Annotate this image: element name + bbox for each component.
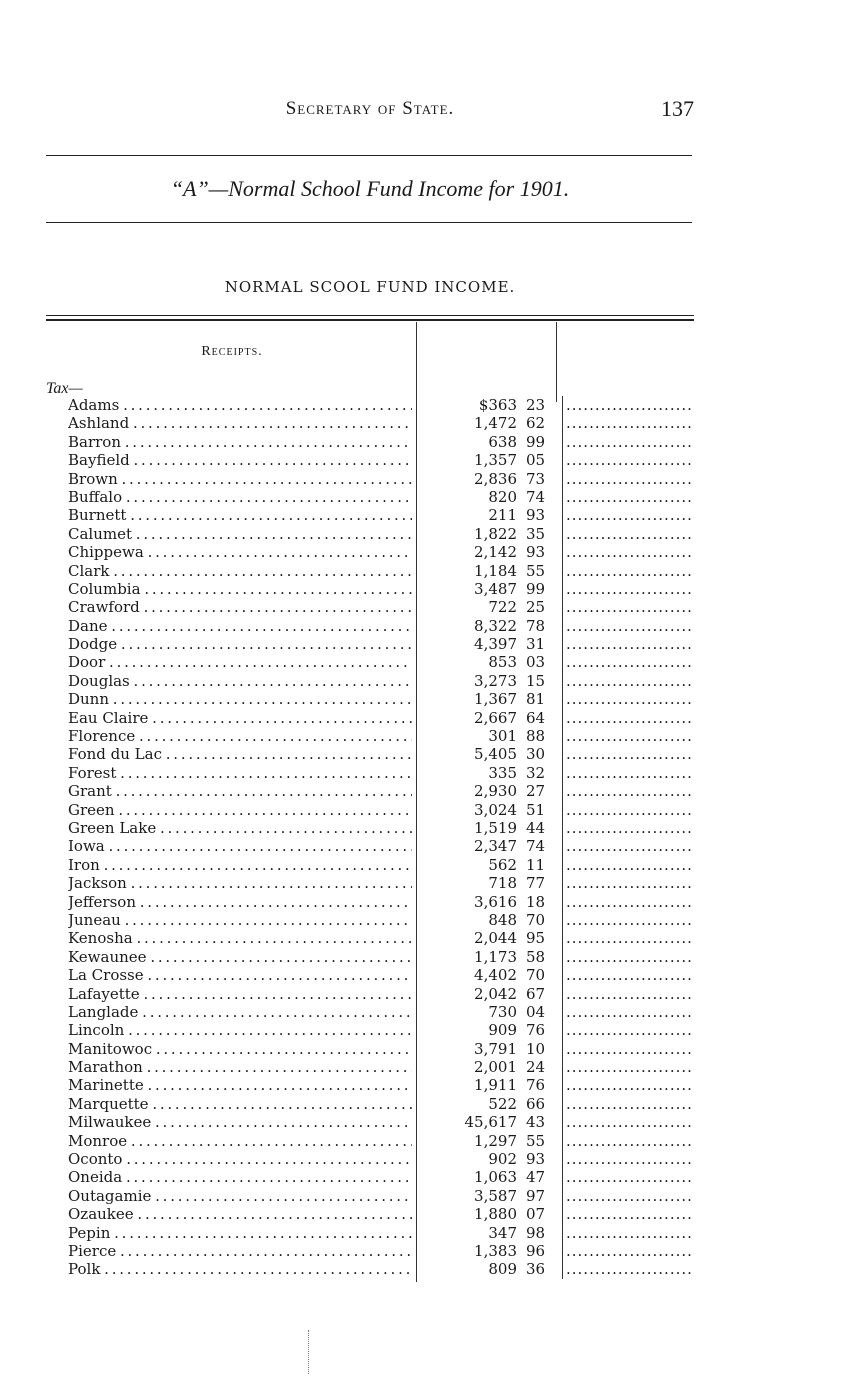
- amount-dollars: 3,024: [474, 800, 517, 819]
- amount-dollars: $363: [478, 396, 517, 414]
- table-row: [0, 543, 844, 561]
- dot-leader: [566, 874, 694, 892]
- divider-bottom: [46, 222, 692, 223]
- table-row: [0, 1260, 844, 1278]
- section-title: “A”—Normal School Fund Income for 1901.: [170, 176, 570, 201]
- table-row: [0, 506, 844, 524]
- amount-cents: 05: [526, 451, 546, 470]
- county-name: Brown . . .: [68, 470, 412, 488]
- dot-leader: [566, 1040, 694, 1058]
- amount-dollars: 1,357: [474, 451, 517, 470]
- dot-leader: [566, 543, 694, 561]
- amount-dollars: 522: [488, 1094, 517, 1113]
- table-row: [0, 1021, 844, 1039]
- amount-cents: 58: [526, 947, 546, 966]
- amount-cents: 11: [526, 855, 546, 874]
- amount-cents: 70: [526, 966, 546, 985]
- county-name: Marquette . . .: [68, 1095, 412, 1113]
- county-name: Kenosha . . .: [68, 929, 412, 947]
- dot-leader: [566, 1168, 694, 1186]
- dot-leader: [566, 414, 694, 432]
- dot-leader: [566, 1113, 694, 1131]
- amount-dollars: 2,001: [474, 1058, 517, 1077]
- dot-leader: [566, 1205, 694, 1223]
- amount-dollars: 2,667: [474, 708, 517, 727]
- table-row: [0, 617, 844, 635]
- amount-dollars: 1,911: [474, 1076, 517, 1095]
- dot-leader: [566, 690, 694, 708]
- amount-cents: 73: [526, 469, 546, 488]
- dot-leader: [566, 929, 694, 947]
- amount-dollars: 1,822: [474, 524, 517, 543]
- amount-dollars: 5,405: [474, 745, 517, 764]
- county-name: Dane . . .: [68, 617, 412, 635]
- dot-leader: [566, 525, 694, 543]
- county-name: Ozaukee . . .: [68, 1205, 412, 1223]
- amount-cents: 74: [526, 837, 546, 856]
- county-name: Oconto . . .: [68, 1150, 412, 1168]
- dot-leader: [566, 764, 694, 782]
- amount-dollars: 2,930: [474, 782, 517, 801]
- amount-dollars: 718: [488, 874, 517, 893]
- county-name: Lincoln . . .: [68, 1021, 412, 1039]
- county-name: Iowa . . .: [68, 837, 412, 855]
- amount-dollars: 638: [488, 432, 517, 451]
- amount-cents: 76: [526, 1021, 546, 1040]
- amount-cents: 93: [526, 543, 546, 562]
- county-name: Iron . . .: [68, 856, 412, 874]
- amount-dollars: 45,617: [464, 1113, 517, 1132]
- dot-leader: [566, 617, 694, 635]
- amount-cents: 78: [526, 616, 546, 635]
- county-name: Fond du Lac . . .: [68, 745, 412, 763]
- table-row: [0, 433, 844, 451]
- table-row: [0, 911, 844, 929]
- dot-leader: [566, 580, 694, 598]
- table-row: [0, 874, 844, 892]
- tax-group-label: Tax—: [46, 380, 83, 397]
- amount-dollars: 1,297: [474, 1131, 517, 1150]
- amount-dollars: 902: [488, 1150, 517, 1169]
- county-name: Green Lake . . .: [68, 819, 412, 837]
- table-title: NORMAL SCOOL FUND INCOME.: [224, 278, 516, 296]
- amount-cents: 10: [526, 1039, 546, 1058]
- county-name: Barron . . .: [68, 433, 412, 451]
- table-row: [0, 1003, 844, 1021]
- table-row: [0, 1095, 844, 1113]
- amount-dollars: 4,402: [474, 966, 517, 985]
- dot-leader: [566, 506, 694, 524]
- table-row: [0, 525, 844, 543]
- table-row: [0, 414, 844, 432]
- amount-cents: 64: [526, 708, 546, 727]
- dot-leader: [566, 1260, 694, 1278]
- table-row: [0, 1150, 844, 1168]
- amount-dollars: 2,836: [474, 469, 517, 488]
- dot-leader: [566, 1003, 694, 1021]
- table-row: [0, 709, 844, 727]
- county-name: Jefferson . . .: [68, 893, 412, 911]
- amount-cents: 93: [526, 506, 546, 525]
- county-name: Eau Claire . . .: [68, 709, 412, 727]
- dot-leader: [566, 470, 694, 488]
- amount-cents: 51: [526, 800, 546, 819]
- county-name: Burnett . . .: [68, 506, 412, 524]
- amount-cents: 24: [526, 1058, 546, 1077]
- amount-dollars: 1,472: [474, 414, 517, 433]
- table-row: [0, 1058, 844, 1076]
- dot-leader: [566, 1150, 694, 1168]
- amount-dollars: 722: [488, 598, 517, 617]
- county-name: Ashland . . .: [68, 414, 412, 432]
- amount-cents: 81: [526, 690, 546, 709]
- table-row: [0, 782, 844, 800]
- table-row: [0, 837, 844, 855]
- county-name: Chippewa . . .: [68, 543, 412, 561]
- table-row: [0, 1113, 844, 1131]
- county-name: Forest . . .: [68, 764, 412, 782]
- amount-dollars: 1,173: [474, 947, 517, 966]
- table-row: [0, 764, 844, 782]
- scan-mark: [308, 1330, 310, 1374]
- amount-cents: 23: [526, 396, 546, 414]
- amount-dollars: 2,044: [474, 929, 517, 948]
- amount-cents: 74: [526, 487, 546, 506]
- amount-cents: 66: [526, 1094, 546, 1113]
- amount-dollars: 1,880: [474, 1205, 517, 1224]
- amount-dollars: 820: [488, 487, 517, 506]
- table-row: [0, 1205, 844, 1223]
- amount-cents: 35: [526, 524, 546, 543]
- amount-cents: 96: [526, 1241, 546, 1260]
- table-row: [0, 1187, 844, 1205]
- amount-dollars: 730: [488, 1002, 517, 1021]
- dot-leader: [566, 709, 694, 727]
- amount-cents: 47: [526, 1168, 546, 1187]
- amount-dollars: 347: [488, 1223, 517, 1242]
- amount-dollars: 1,519: [474, 818, 517, 837]
- county-name: Florence . . .: [68, 727, 412, 745]
- dot-leader: [566, 801, 694, 819]
- table-row: [0, 451, 844, 469]
- dot-leader: [566, 1132, 694, 1150]
- county-name: Polk . . .: [68, 1260, 412, 1278]
- amount-cents: 27: [526, 782, 546, 801]
- amount-dollars: 3,587: [474, 1186, 517, 1205]
- amount-cents: 07: [526, 1205, 546, 1224]
- county-name: Adams . . .: [68, 396, 412, 414]
- dot-leader: [566, 635, 694, 653]
- receipts-column-header: Receipts.: [201, 344, 263, 359]
- amount-cents: 93: [526, 1150, 546, 1169]
- dot-leader: [566, 1187, 694, 1205]
- dot-leader: [566, 745, 694, 763]
- amount-cents: 77: [526, 874, 546, 893]
- column-divider-amounts: [562, 396, 563, 1279]
- amount-dollars: 3,791: [474, 1039, 517, 1058]
- dot-leader: [566, 985, 694, 1003]
- running-head: [46, 96, 694, 126]
- amount-cents: 95: [526, 929, 546, 948]
- amount-dollars: 301: [488, 727, 517, 746]
- amount-dollars: 848: [488, 910, 517, 929]
- amount-cents: 43: [526, 1113, 546, 1132]
- county-name: Lafayette . . .: [68, 985, 412, 1003]
- dot-leader: [566, 451, 694, 469]
- table-row: [0, 672, 844, 690]
- table-row: [0, 635, 844, 653]
- dot-leader: [566, 1224, 694, 1242]
- table-row: [0, 745, 844, 763]
- table-row: [0, 727, 844, 745]
- amount-cents: 04: [526, 1002, 546, 1021]
- table-top-rule: [46, 315, 694, 321]
- dot-leader: [566, 1095, 694, 1113]
- county-name: Marathon . . .: [68, 1058, 412, 1076]
- table-row: [0, 819, 844, 837]
- table-row: [0, 598, 844, 616]
- running-title: Secretary of State.: [285, 98, 455, 119]
- dot-leader: [566, 672, 694, 690]
- county-name: Pierce . . .: [68, 1242, 412, 1260]
- amount-cents: 15: [526, 671, 546, 690]
- amount-dollars: 562: [488, 855, 517, 874]
- county-name: Dodge . . .: [68, 635, 412, 653]
- county-name: Calumet . . .: [68, 525, 412, 543]
- table-row: [0, 1040, 844, 1058]
- county-name: Grant . . .: [68, 782, 412, 800]
- county-name: Bayfield . . .: [68, 451, 412, 469]
- table-row: [0, 966, 844, 984]
- amount-dollars: 4,397: [474, 635, 517, 654]
- table-row: [0, 580, 844, 598]
- county-name: Green . . .: [68, 801, 412, 819]
- county-name: Door . . .: [68, 653, 412, 671]
- receipts-table-body: [0, 396, 844, 1279]
- divider-top: [46, 155, 692, 156]
- dot-leader: [566, 911, 694, 929]
- amount-dollars: 1,383: [474, 1241, 517, 1260]
- county-name: Buffalo . . .: [68, 488, 412, 506]
- amount-dollars: 211: [488, 506, 517, 525]
- dot-leader: [566, 782, 694, 800]
- dot-leader: [566, 1021, 694, 1039]
- amount-cents: 99: [526, 432, 546, 451]
- amount-dollars: 1,184: [474, 561, 517, 580]
- page-number: 137: [661, 96, 694, 121]
- dot-leader: [566, 819, 694, 837]
- amount-cents: 03: [526, 653, 546, 672]
- table-row: [0, 801, 844, 819]
- table-row: [0, 856, 844, 874]
- amount-dollars: 335: [488, 763, 517, 782]
- dot-leader: [566, 1058, 694, 1076]
- column-divider-right: [556, 322, 557, 402]
- county-name: Juneau . . .: [68, 911, 412, 929]
- dot-leader: [566, 966, 694, 984]
- table-row: [0, 929, 844, 947]
- dot-leader: [566, 948, 694, 966]
- table-row: [0, 1076, 844, 1094]
- amount-dollars: 8,322: [474, 616, 517, 635]
- amount-dollars: 3,273: [474, 671, 517, 690]
- county-name: Marinette . . .: [68, 1076, 412, 1094]
- table-row: [0, 470, 844, 488]
- amount-dollars: 2,042: [474, 984, 517, 1003]
- table-row: [0, 948, 844, 966]
- amount-cents: 55: [526, 1131, 546, 1150]
- dot-leader: [566, 727, 694, 745]
- amount-cents: 25: [526, 598, 546, 617]
- amount-dollars: 3,616: [474, 892, 517, 911]
- dot-leader: [566, 856, 694, 874]
- amount-dollars: 3,487: [474, 579, 517, 598]
- dot-leader: [566, 1076, 694, 1094]
- amount-cents: 44: [526, 818, 546, 837]
- county-name: Kewaunee . . .: [68, 948, 412, 966]
- county-name: Langlade . . .: [68, 1003, 412, 1021]
- table-row: [0, 1224, 844, 1242]
- dot-leader: [566, 893, 694, 911]
- dot-leader: [566, 488, 694, 506]
- amount-cents: 97: [526, 1186, 546, 1205]
- county-name: Jackson . . .: [68, 874, 412, 892]
- amount-cents: 36: [526, 1260, 546, 1279]
- table-row: [0, 893, 844, 911]
- county-name: Outagamie . . .: [68, 1187, 412, 1205]
- county-name: Crawford . . .: [68, 598, 412, 616]
- county-name: Douglas . . .: [68, 672, 412, 690]
- amount-dollars: 809: [488, 1260, 517, 1279]
- table-row: [0, 488, 844, 506]
- dot-leader: [566, 598, 694, 616]
- county-name: Milwaukee . . .: [68, 1113, 412, 1131]
- county-name: Monroe . . .: [68, 1132, 412, 1150]
- table-row: [0, 562, 844, 580]
- amount-cents: 70: [526, 910, 546, 929]
- county-name: Oneida . . .: [68, 1168, 412, 1186]
- county-name: La Crosse . . .: [68, 966, 412, 984]
- dot-leader: [566, 396, 694, 414]
- amount-cents: 55: [526, 561, 546, 580]
- amount-cents: 88: [526, 727, 546, 746]
- amount-cents: 99: [526, 579, 546, 598]
- county-name: Columbia . . .: [68, 580, 412, 598]
- amount-cents: 67: [526, 984, 546, 1003]
- dot-leader: [566, 837, 694, 855]
- county-name: Clark . . .: [68, 562, 412, 580]
- dot-leader: [566, 653, 694, 671]
- amount-dollars: 853: [488, 653, 517, 672]
- dot-leader: [566, 433, 694, 451]
- amount-dollars: 1,063: [474, 1168, 517, 1187]
- amount-cents: 98: [526, 1223, 546, 1242]
- amount-dollars: 909: [488, 1021, 517, 1040]
- amount-dollars: 2,142: [474, 543, 517, 562]
- table-row: [0, 1168, 844, 1186]
- table-row: [0, 1132, 844, 1150]
- amount-dollars: 1,367: [474, 690, 517, 709]
- amount-cents: 18: [526, 892, 546, 911]
- county-name: Manitowoc . . .: [68, 1040, 412, 1058]
- dot-leader: [566, 1242, 694, 1260]
- amount-dollars: 2,347: [474, 837, 517, 856]
- amount-cents: 32: [526, 763, 546, 782]
- table-row: [0, 690, 844, 708]
- table-row: [0, 396, 844, 414]
- amount-cents: 30: [526, 745, 546, 764]
- table-row: [0, 653, 844, 671]
- amount-cents: 62: [526, 414, 546, 433]
- table-row: [0, 1242, 844, 1260]
- amount-cents: 31: [526, 635, 546, 654]
- county-name: Pepin . . .: [68, 1224, 412, 1242]
- table-row: [0, 985, 844, 1003]
- amount-cents: 76: [526, 1076, 546, 1095]
- county-name: Dunn . . .: [68, 690, 412, 708]
- dot-leader: [566, 562, 694, 580]
